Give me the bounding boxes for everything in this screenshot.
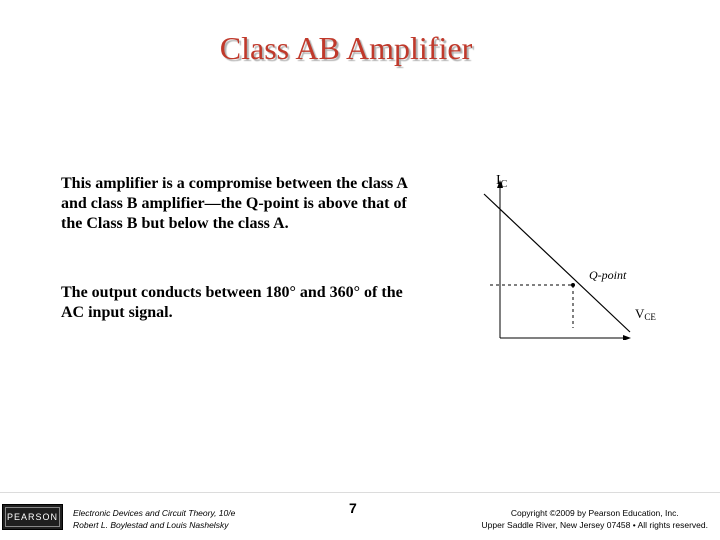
footer-divider: [0, 492, 720, 493]
q-point-marker: [571, 283, 575, 287]
pearson-logo: [2, 504, 63, 530]
book-credit: [73, 507, 235, 531]
publisher-address: Upper Saddle River, New Jersey 07458 • All rights reserved.: [481, 520, 708, 530]
load-line: [484, 194, 630, 332]
conduction-paragraph: The output conducts between 180° and 360° of the AC input signal.: [61, 284, 403, 321]
logo-text: PEARSON: [6, 512, 58, 522]
page-number: 7: [349, 500, 357, 516]
book-authors: Robert L. Boylestad and Louis Nashelsky: [73, 520, 229, 530]
book-title: Electronic Devices and Circuit Theory, 10/e: [73, 508, 236, 518]
load-line-diagram: [470, 160, 700, 340]
copyright-line: Copyright ©2009 by Pearson Education, Inc.: [510, 508, 679, 518]
slide-title: Class AB Amplifier: [219, 30, 473, 66]
vce-axis-label: VCE: [635, 306, 656, 322]
ic-axis-label: $I_C$: [496, 173, 508, 190]
description-paragraph: This amplifier is a compromise between the class A and class B amplifier—the Q-point is above that of the Class B but below the class A.: [61, 175, 408, 232]
x-axis-arrow-icon: [623, 335, 631, 340]
copyright-notice: [482, 507, 708, 531]
q-point-label: Q-point: [589, 268, 627, 282]
